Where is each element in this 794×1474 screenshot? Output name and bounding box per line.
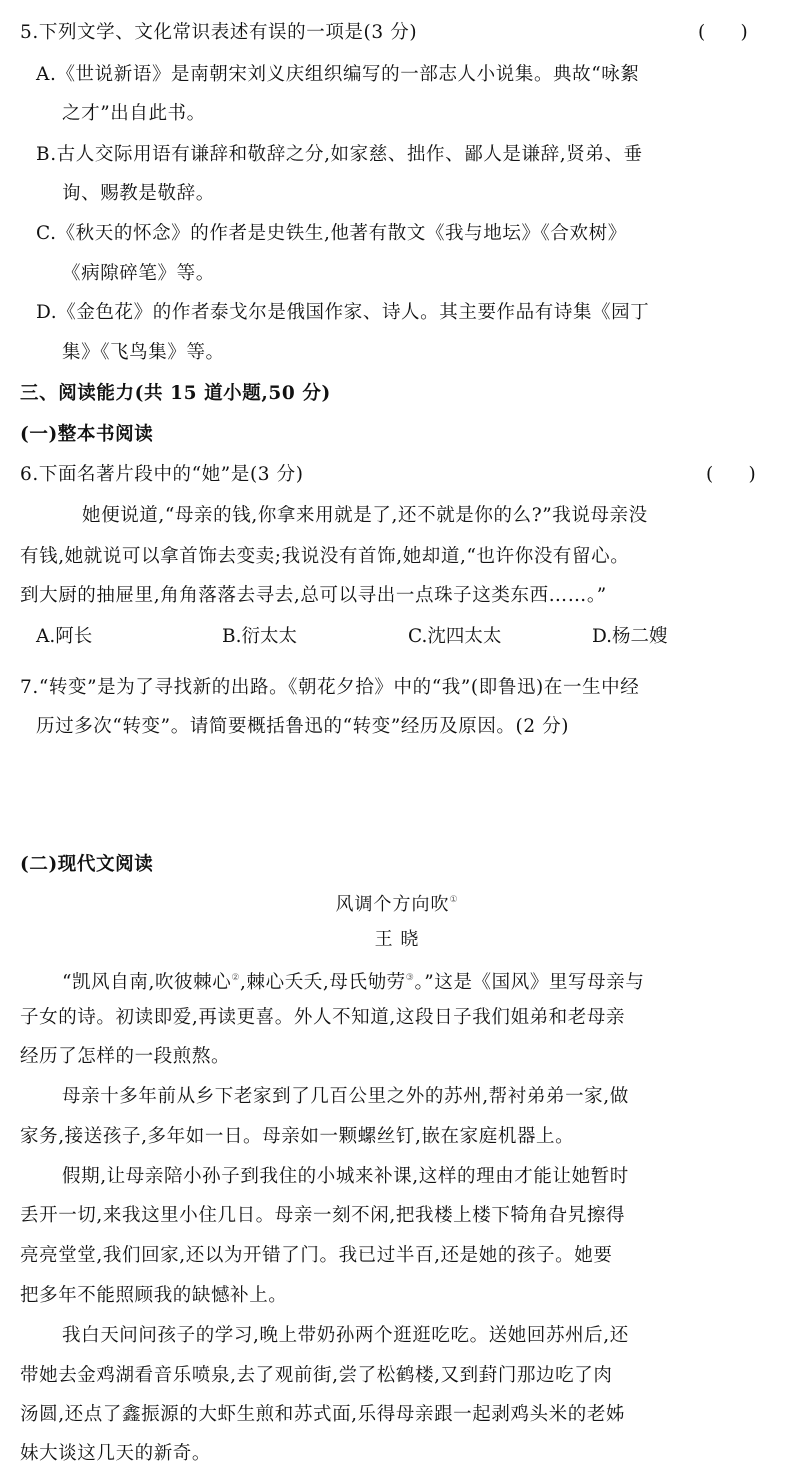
q5-option-d-line2: 集》《飞鸟集》等。 xyxy=(62,342,225,363)
q6-option-d[interactable]: D.杨二嫂 xyxy=(592,626,668,647)
q5-option-b-line2: 询、赐教是敬辞。 xyxy=(62,183,215,204)
q7-stem-line2: 历过多次“转变”。请简要概括鲁迅的“转变”经历及原因。(2 分) xyxy=(36,716,570,737)
q6-stem: 6.下面名著片段中的“她”是(3 分) xyxy=(20,464,304,485)
q6-option-b[interactable]: B.衍太太 xyxy=(222,626,297,647)
q5-option-d-line1: D.《金色花》的作者泰戈尔是俄国作家、诗人。其主要作品有诗集《园丁 xyxy=(36,302,650,323)
part2-heading: (二)现代文阅读 xyxy=(20,854,154,875)
para4-line2: 带她去金鸡湖看音乐喷泉,去了观前街,尝了松鹤楼,又到葑门那边吃了肉 xyxy=(20,1365,613,1386)
para1-text-a: “凯风自南,吹彼棘心 xyxy=(62,972,232,993)
title-footnote-marker: ① xyxy=(449,895,459,905)
q6-answer-paren[interactable]: ( ) xyxy=(706,464,756,485)
q5-option-c-line2: 《病隙碎笔》等。 xyxy=(62,263,215,284)
q6-option-a[interactable]: A.阿长 xyxy=(36,626,93,647)
footnote-marker-3: ③ xyxy=(405,973,415,983)
para1-text-c: 。”这是《国风》里写母亲与 xyxy=(414,972,645,993)
q6-option-c[interactable]: C.沈四太太 xyxy=(408,626,502,647)
para4-line3: 汤圆,还点了鑫振源的大虾生煎和苏式面,乐得母亲跟一起剥鸡头米的老姊 xyxy=(20,1404,626,1425)
footnote-marker-2: ② xyxy=(231,973,241,983)
section3-heading: 三、阅读能力(共 15 道小题,50 分) xyxy=(20,383,331,404)
para3-line1: 假期,让母亲陪小孙子到我住的小城来补课,这样的理由才能让她暂时 xyxy=(62,1166,629,1187)
para1-text-b: ,棘心夭夭,母氏劬劳 xyxy=(240,972,406,993)
article-title-text: 风调个方向吹 xyxy=(335,894,450,915)
q6-excerpt-line2: 有钱,她就说可以拿首饰去变卖;我说没有首饰,她却道,“也许你没有留心。 xyxy=(20,546,630,567)
article-title xyxy=(0,887,794,918)
q5-option-a-line2: 之才”出自此书。 xyxy=(62,103,206,124)
para4-line1: 我白天问问孩子的学习,晚上带奶孙两个逛逛吃吃。送她回苏州后,还 xyxy=(62,1325,629,1346)
para1-line1 xyxy=(62,965,644,996)
para2-line1: 母亲十多年前从乡下老家到了几百公里之外的苏州,帮衬弟弟一家,做 xyxy=(62,1086,629,1107)
q5-answer-paren[interactable]: ( ) xyxy=(698,22,748,43)
q6-excerpt-line1: 她便说道,“母亲的钱,你拿来用就是了,还不就是你的么?”我说母亲没 xyxy=(82,505,648,526)
article-author: 王 晓 xyxy=(374,929,420,950)
q7-stem-line1: 7.“转变”是为了寻找新的出路。《朝花夕拾》中的“我”(即鲁迅)在一生中经 xyxy=(20,677,640,698)
para3-line3: 亮亮堂堂,我们回家,还以为开错了门。我已过半百,还是她的孩子。她要 xyxy=(20,1245,613,1266)
section3-part1-heading: (一)整本书阅读 xyxy=(20,424,154,445)
q5-option-a-line1: A.《世说新语》是南朝宋刘义庆组织编写的一部志人小说集。典故“咏絮 xyxy=(36,64,640,85)
para3-line4: 把多年不能照顾我的缺憾补上。 xyxy=(20,1285,288,1306)
q7-answer-area[interactable] xyxy=(20,750,774,840)
para4-line4: 妹大谈这几天的新奇。 xyxy=(20,1443,212,1464)
para1-line2: 子女的诗。初读即爱,再读更喜。外人不知道,这段日子我们姐弟和老母亲 xyxy=(20,1007,626,1028)
para2-line2: 家务,接送孩子,多年如一日。母亲如一颗螺丝钉,嵌在家庭机器上。 xyxy=(20,1126,575,1147)
q5-option-b-line1: B.古人交际用语有谦辞和敬辞之分,如家慈、拙作、鄙人是谦辞,贤弟、垂 xyxy=(36,144,643,165)
q5-option-c-line1: C.《秋天的怀念》的作者是史铁生,他著有散文《我与地坛》《合欢树》 xyxy=(36,223,627,244)
para1-line3: 经历了怎样的一段煎熬。 xyxy=(20,1046,231,1067)
para3-line2: 丢开一切,来我这里小住几日。母亲一刻不闲,把我楼上楼下犄角旮旯擦得 xyxy=(20,1205,626,1226)
q6-excerpt-line3: 到大厨的抽屉里,角角落落去寻去,总可以寻出一点珠子这类东西……。” xyxy=(20,585,607,606)
q5-stem: 5.下列文学、文化常识表述有误的一项是(3 分) xyxy=(20,22,418,43)
